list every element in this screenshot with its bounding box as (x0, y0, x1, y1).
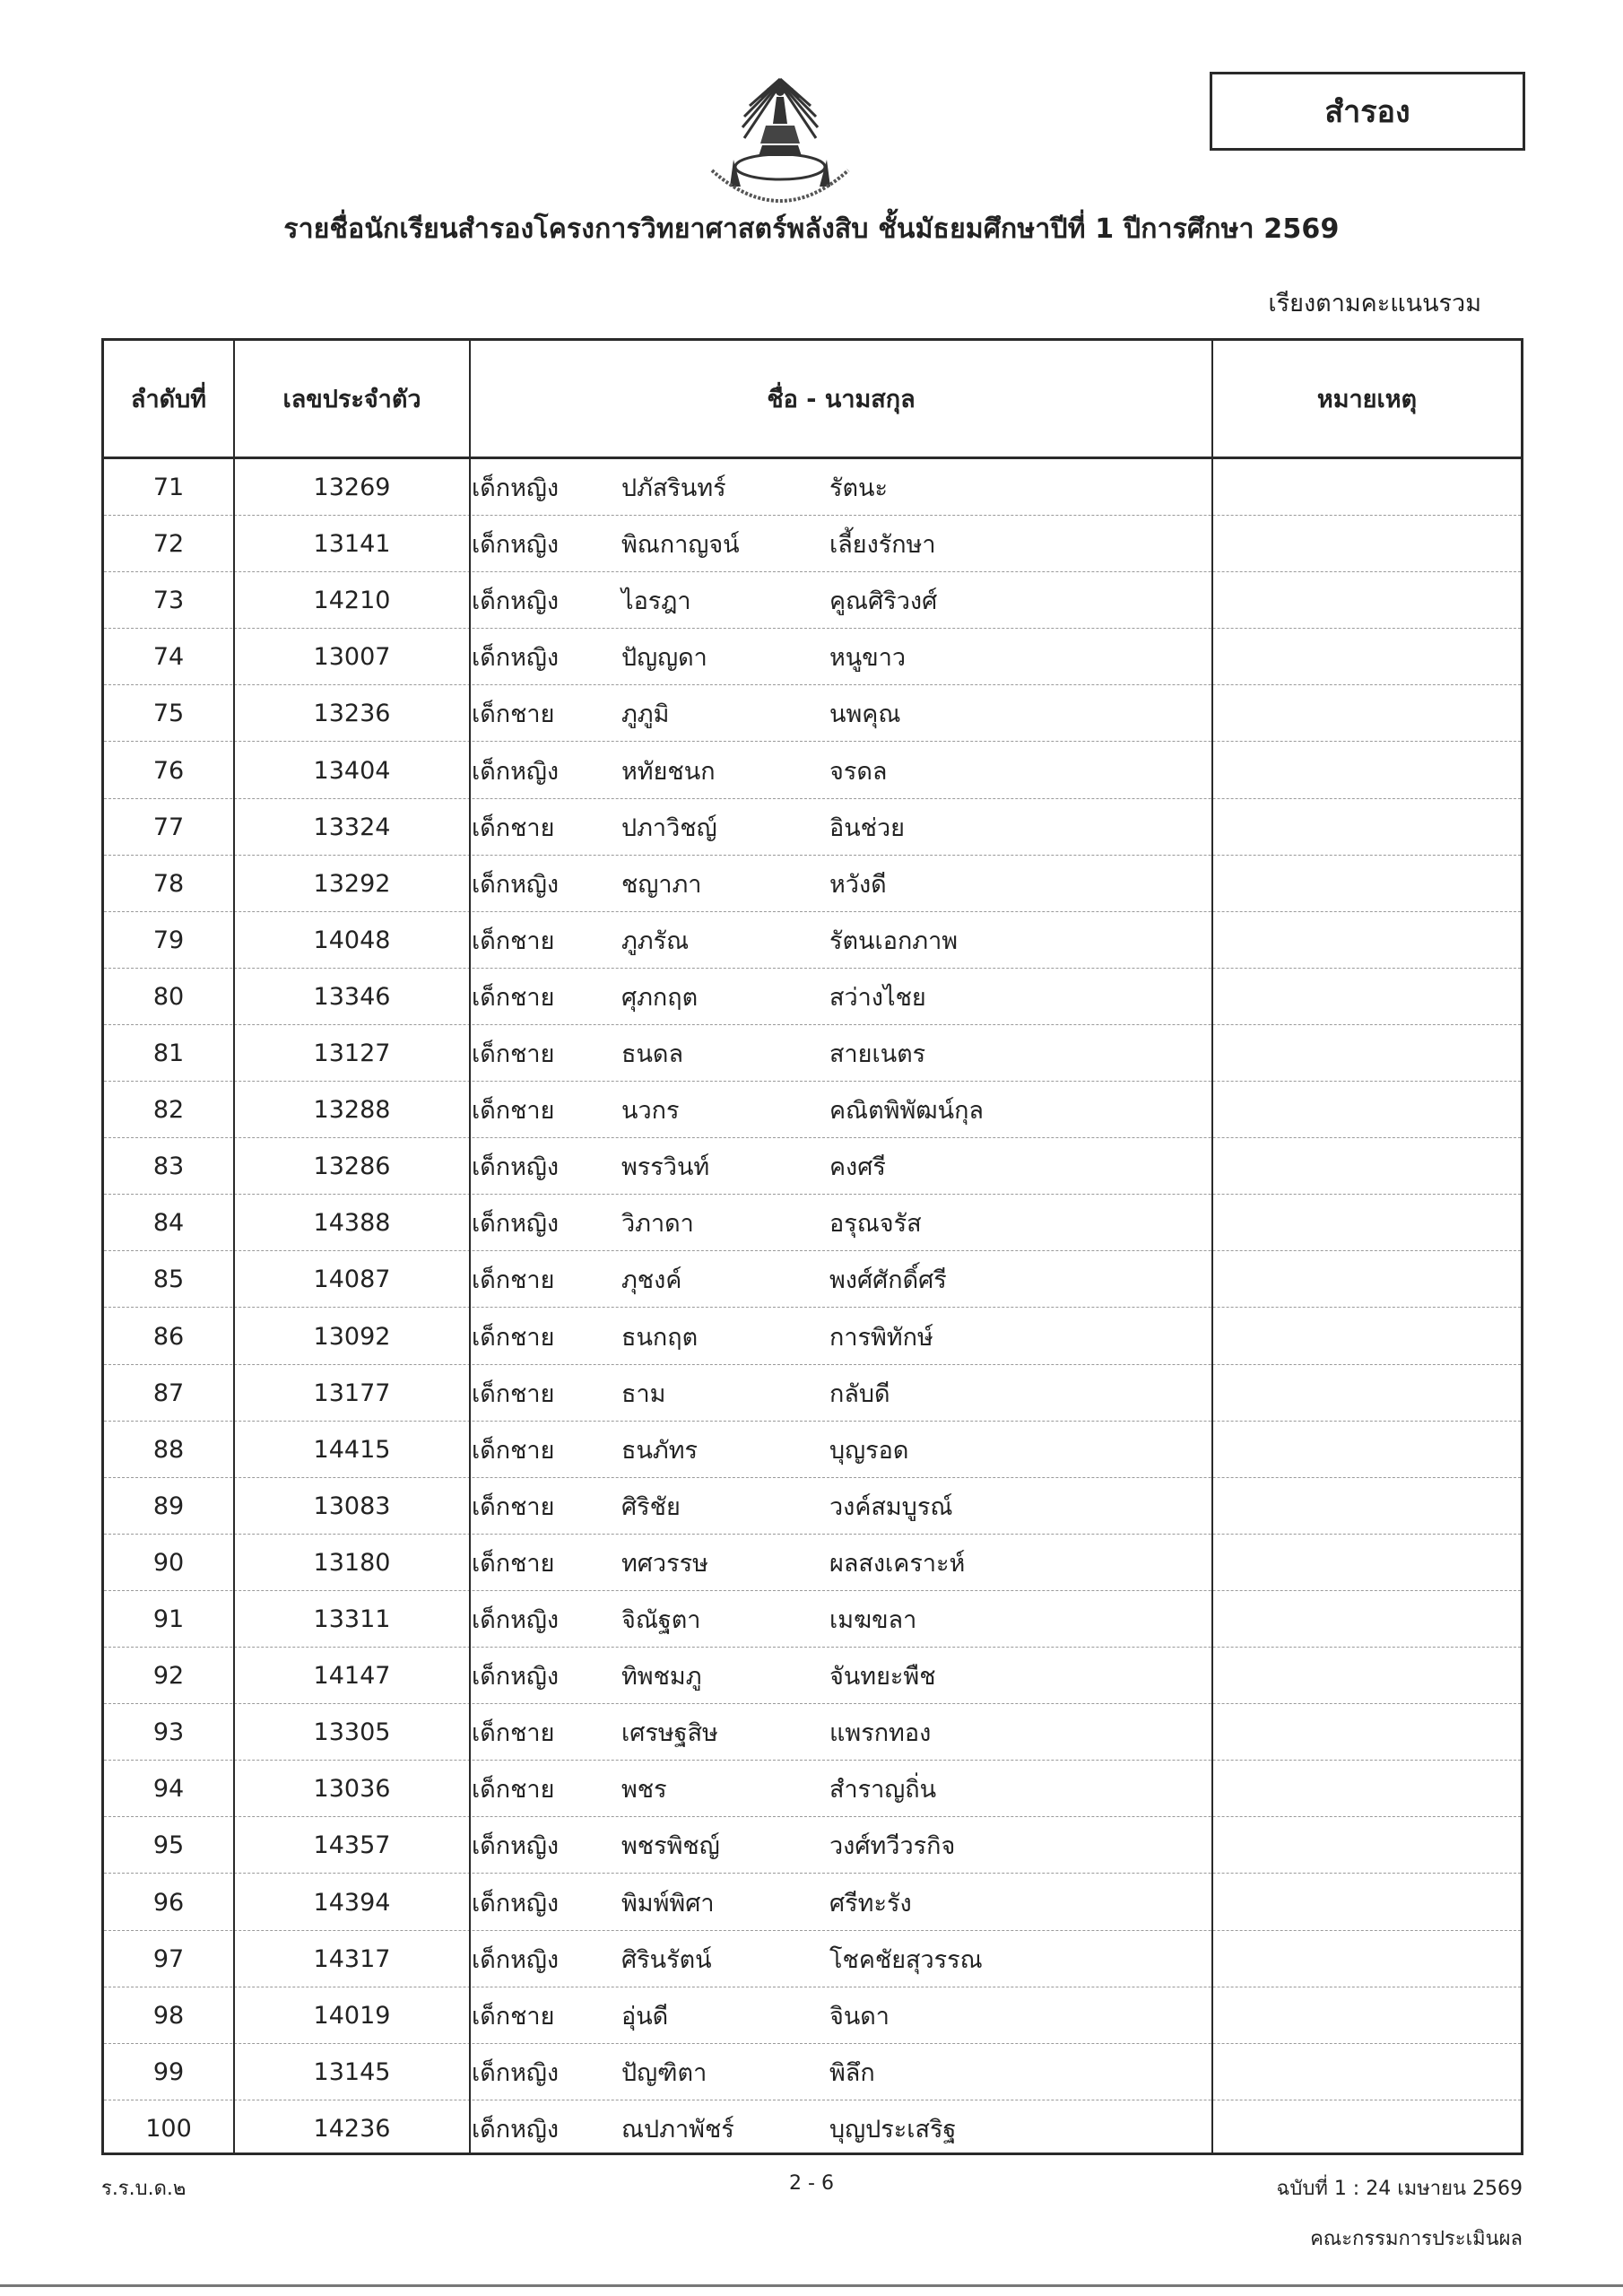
student-id: 13286 (313, 1152, 391, 1181)
remark (1213, 1761, 1521, 1817)
order-number: 79 (152, 926, 185, 954)
table-row (104, 572, 1521, 629)
name-prefix: เด็กชาย (472, 700, 555, 729)
order-number: 89 (152, 1492, 185, 1520)
remark (1213, 1704, 1521, 1761)
first-name: พิมพ์พิศา (621, 1889, 715, 1918)
table-row (104, 799, 1521, 856)
order-number: 94 (152, 1775, 185, 1804)
name-prefix: เด็กหญิง (472, 1210, 560, 1239)
first-name: ภูภรัณ (621, 926, 690, 955)
table-row (104, 1591, 1521, 1648)
order-number: 72 (152, 530, 185, 559)
remark (1213, 912, 1521, 969)
remark (1213, 1195, 1521, 1251)
student-id: 14236 (313, 2114, 391, 2143)
table-row (104, 1931, 1521, 1987)
remark (1213, 799, 1521, 856)
table-row (104, 743, 1521, 799)
student-id: 13180 (313, 1548, 391, 1577)
first-name: อุ่นดี (621, 2002, 669, 2031)
first-name: ภุชงค์ (621, 1266, 682, 1295)
student-id: 13346 (313, 982, 391, 1011)
bottom-rule (0, 2284, 1623, 2287)
table-row (104, 629, 1521, 685)
student-id: 13305 (313, 1718, 391, 1747)
student-id: 14388 (313, 1209, 391, 1238)
name-prefix: เด็กชาย (472, 983, 555, 1012)
sort-note: เรียงตามคะแนนรวม (1268, 290, 1481, 317)
footer-page-number: 2 - 6 (789, 2172, 834, 2195)
remark (1213, 685, 1521, 742)
student-id: 13288 (313, 1096, 391, 1125)
first-name: ปัญญดา (621, 644, 707, 673)
order-number: 95 (152, 1831, 185, 1860)
student-id: 13141 (313, 530, 391, 559)
footer-committee: คณะกรรมการประเมินผล (1310, 2228, 1523, 2250)
first-name: ศิริชัย (621, 1492, 681, 1521)
order-number: 85 (152, 1265, 185, 1294)
first-name: ทศวรรษ (621, 1549, 708, 1578)
first-name: วิภาดา (621, 1210, 694, 1239)
name-prefix: เด็กชาย (472, 1323, 555, 1352)
last-name: พิลึก (829, 2058, 875, 2087)
student-id: 13269 (313, 474, 391, 501)
name-prefix: เด็กหญิง (472, 531, 560, 560)
remark (1213, 1478, 1521, 1535)
first-name: ปัญฑิตา (621, 2058, 707, 2087)
remark (1213, 1138, 1521, 1195)
last-name: ผลสงเคราะห์ (829, 1549, 966, 1578)
student-id: 13092 (313, 1322, 391, 1351)
last-name: แพรกทอง (829, 1719, 932, 1748)
order-number: 91 (152, 1605, 185, 1633)
name-prefix: เด็กชาย (472, 1719, 555, 1748)
first-name: ธนกฤต (621, 1323, 699, 1352)
order-number: 90 (152, 1548, 185, 1577)
column-header-full-name: ชื่อ - นามสกุล (767, 386, 916, 413)
last-name: เมฆขลา (829, 1606, 917, 1634)
student-id: 13083 (313, 1492, 391, 1520)
table-row (104, 1817, 1521, 1874)
student-id: 14357 (313, 1831, 391, 1860)
student-id: 14019 (313, 2001, 391, 2030)
table-row (104, 1704, 1521, 1761)
table-row (104, 856, 1521, 912)
first-name: ภูภูมิ (621, 700, 670, 729)
remark (1213, 743, 1521, 799)
order-number: 97 (152, 1944, 185, 1973)
name-prefix: เด็กหญิง (472, 2058, 560, 2087)
remark (1213, 1648, 1521, 1704)
order-number: 82 (152, 1096, 185, 1125)
last-name: วงศ์ทวีวรกิจ (829, 1832, 956, 1861)
table-row (104, 1082, 1521, 1138)
student-id: 14317 (313, 1944, 391, 1973)
last-name: หวังดี (829, 870, 887, 899)
student-id: 13127 (313, 1039, 391, 1067)
table-row (104, 1535, 1521, 1591)
order-number: 74 (152, 643, 185, 672)
last-name: คงศรี (829, 1153, 886, 1182)
name-prefix: เด็กหญิง (472, 2115, 560, 2144)
name-prefix: เด็กชาย (472, 2002, 555, 2031)
remark (1213, 1817, 1521, 1874)
name-prefix: เด็กชาย (472, 1097, 555, 1126)
first-name: ธนดล (621, 1040, 684, 1068)
last-name: พงศ์ศักดิ์ศรี (829, 1266, 947, 1295)
student-id: 14415 (313, 1435, 391, 1464)
table-row (104, 969, 1521, 1025)
remark (1213, 572, 1521, 629)
student-id: 14147 (313, 1662, 391, 1691)
table-row (104, 2100, 1521, 2157)
order-number: 77 (152, 813, 185, 841)
column-header-remark: หมายเหตุ (1316, 386, 1418, 413)
last-name: คณิตพิพัฒน์กุล (829, 1097, 984, 1126)
table-row (104, 1309, 1521, 1365)
table-row (104, 1195, 1521, 1251)
remark (1213, 1931, 1521, 1987)
remark (1213, 1874, 1521, 1931)
table-row (104, 1478, 1521, 1535)
student-id: 13036 (313, 1775, 391, 1804)
first-name: ธาม (621, 1379, 666, 1408)
order-number: 76 (152, 756, 185, 785)
order-number: 87 (152, 1378, 185, 1407)
last-name: สายเนตร (829, 1040, 926, 1068)
last-name: วงค์สมบูรณ์ (829, 1492, 953, 1521)
table-row (104, 516, 1521, 572)
table-row (104, 1422, 1521, 1478)
last-name: สำราญถิ่น (829, 1776, 937, 1805)
first-name: ณปภาพัชร์ (621, 2115, 734, 2144)
table-row (104, 1761, 1521, 1817)
first-name: ชญาภา (621, 870, 702, 899)
remark (1213, 2044, 1521, 2100)
last-name: โชคชัยสุวรรณ (829, 1945, 983, 1974)
name-prefix: เด็กหญิง (472, 757, 560, 786)
table-row (104, 1987, 1521, 2044)
first-name: ธนภัทร (621, 1436, 699, 1465)
first-name: เศรษฐสิษ (621, 1719, 718, 1748)
first-name: พชร (621, 1776, 667, 1805)
order-number: 92 (152, 1662, 185, 1691)
table-row (104, 1874, 1521, 1931)
order-number: 84 (152, 1209, 185, 1238)
order-number: 93 (152, 1718, 185, 1747)
order-number: 81 (152, 1039, 185, 1067)
remark (1213, 516, 1521, 572)
last-name: อรุณจรัส (829, 1210, 922, 1239)
name-prefix: เด็กชาย (472, 1549, 555, 1578)
footer-form-code: ร.ร.บ.ด.๒ (101, 2178, 187, 2200)
first-name: พิณกาญจน์ (621, 531, 740, 560)
last-name: การพิทักษ์ (829, 1323, 933, 1352)
remark (1213, 1365, 1521, 1422)
order-number: 73 (152, 587, 185, 615)
last-name: บุญประเสริฐ (829, 2115, 957, 2144)
remark (1213, 629, 1521, 685)
name-prefix: เด็กชาย (472, 813, 555, 842)
last-name: เลี้ยงรักษา (829, 531, 936, 560)
student-id: 13145 (313, 2057, 391, 2086)
remark (1213, 1025, 1521, 1082)
first-name: พรรวินท์ (621, 1153, 710, 1182)
student-id: 13236 (313, 700, 391, 728)
last-name: กลับดี (829, 1379, 890, 1408)
first-name: ปภาวิชญ์ (621, 813, 717, 842)
table-row (104, 1648, 1521, 1704)
order-number: 99 (152, 2057, 185, 2086)
student-id: 13007 (313, 643, 391, 672)
document-title: รายชื่อนักเรียนสำรองโครงการวิทยาศาสตร์พลังสิบ ชั้นมัธยมศึกษาปีที่ 1 ปีการศึกษา 2569 (283, 213, 1340, 245)
first-name: ทิพชมภู (621, 1663, 702, 1692)
student-id: 13404 (313, 756, 391, 785)
column-header-student-id: เลขประจำตัว (282, 386, 421, 413)
student-id: 14087 (313, 1265, 391, 1294)
name-prefix: เด็กชาย (472, 1492, 555, 1521)
order-number: 100 (145, 2114, 192, 2143)
remark (1213, 1082, 1521, 1138)
column-divider (1211, 341, 1213, 2152)
name-prefix: เด็กหญิง (472, 1606, 560, 1634)
name-prefix: เด็กชาย (472, 1379, 555, 1408)
table-row (104, 1138, 1521, 1195)
remark (1213, 459, 1521, 516)
name-prefix: เด็กหญิง (472, 1663, 560, 1692)
last-name: อินช่วย (829, 813, 905, 842)
table-row (104, 912, 1521, 969)
last-name: สว่างไชย (829, 983, 926, 1012)
name-prefix: เด็กหญิง (472, 474, 560, 502)
student-id: 14210 (313, 587, 391, 615)
name-prefix: เด็กหญิง (472, 644, 560, 673)
remark (1213, 856, 1521, 912)
student-id: 13177 (313, 1378, 391, 1407)
last-name: คูณศิริวงศ์ (829, 587, 938, 616)
remark (1213, 1309, 1521, 1365)
last-name: จรดล (829, 757, 888, 786)
table-row (104, 1365, 1521, 1422)
order-number: 98 (152, 2001, 185, 2030)
student-id: 13324 (313, 813, 391, 841)
order-number: 78 (152, 869, 185, 898)
last-name: รัตนะ (829, 474, 888, 502)
name-prefix: เด็กชาย (472, 1266, 555, 1295)
name-prefix: เด็กชาย (472, 1040, 555, 1068)
table-row (104, 1251, 1521, 1308)
first-name: ศุภกฤต (621, 983, 699, 1012)
last-name: บุญรอด (829, 1436, 909, 1465)
order-number: 71 (152, 474, 185, 501)
last-name: จันทยะพืช (829, 1663, 936, 1692)
remark (1213, 1251, 1521, 1308)
name-prefix: เด็กชาย (472, 926, 555, 955)
student-id: 13311 (313, 1605, 391, 1633)
first-name: ปภัสรินทร์ (621, 474, 726, 502)
school-emblem-logo (690, 70, 870, 213)
order-number: 96 (152, 1888, 185, 1917)
first-name: พชรพิชญ์ (621, 1832, 720, 1861)
name-prefix: เด็กหญิง (472, 1945, 560, 1974)
student-id: 14048 (313, 926, 391, 954)
last-name: หนูขาว (829, 644, 907, 673)
table-row (104, 685, 1521, 742)
remark (1213, 1422, 1521, 1478)
table-row (104, 1025, 1521, 1082)
name-prefix: เด็กหญิง (472, 1832, 560, 1861)
remark (1213, 1591, 1521, 1648)
student-id: 13292 (313, 869, 391, 898)
name-prefix: เด็กหญิง (472, 1153, 560, 1182)
student-table (101, 338, 1523, 2155)
first-name: จิณัฐตา (621, 1606, 701, 1634)
table-row (104, 459, 1521, 516)
remark (1213, 2100, 1521, 2157)
footer-edition-date: ฉบับที่ 1 : 24 เมษายน 2569 (1276, 2178, 1523, 2200)
first-name: นวกร (621, 1097, 680, 1126)
name-prefix: เด็กหญิง (472, 870, 560, 899)
name-prefix: เด็กหญิง (472, 587, 560, 616)
first-name: ไอรฎา (621, 587, 691, 616)
remark (1213, 969, 1521, 1025)
remark (1213, 1535, 1521, 1591)
status-label-reserve: สำรอง (1210, 72, 1525, 151)
name-prefix: เด็กชาย (472, 1436, 555, 1465)
student-id: 14394 (313, 1888, 391, 1917)
table-row (104, 2044, 1521, 2100)
column-header-order: ลำดับที่ (130, 386, 207, 413)
table-header-row (104, 341, 1521, 459)
remark (1213, 1987, 1521, 2044)
column-divider (469, 341, 471, 2152)
order-number: 75 (152, 700, 185, 728)
name-prefix: เด็กหญิง (472, 1889, 560, 1918)
order-number: 80 (152, 982, 185, 1011)
order-number: 86 (152, 1322, 185, 1351)
column-divider (233, 341, 235, 2152)
last-name: นพคุณ (829, 700, 901, 729)
order-number: 83 (152, 1152, 185, 1181)
order-number: 88 (152, 1435, 185, 1464)
first-name: หทัยชนก (621, 757, 716, 786)
last-name: จินดา (829, 2002, 890, 2031)
name-prefix: เด็กชาย (472, 1776, 555, 1805)
first-name: ศิรินรัตน์ (621, 1945, 712, 1974)
last-name: ศรีทะรัง (829, 1889, 912, 1918)
last-name: รัตนเอกภาพ (829, 926, 959, 955)
